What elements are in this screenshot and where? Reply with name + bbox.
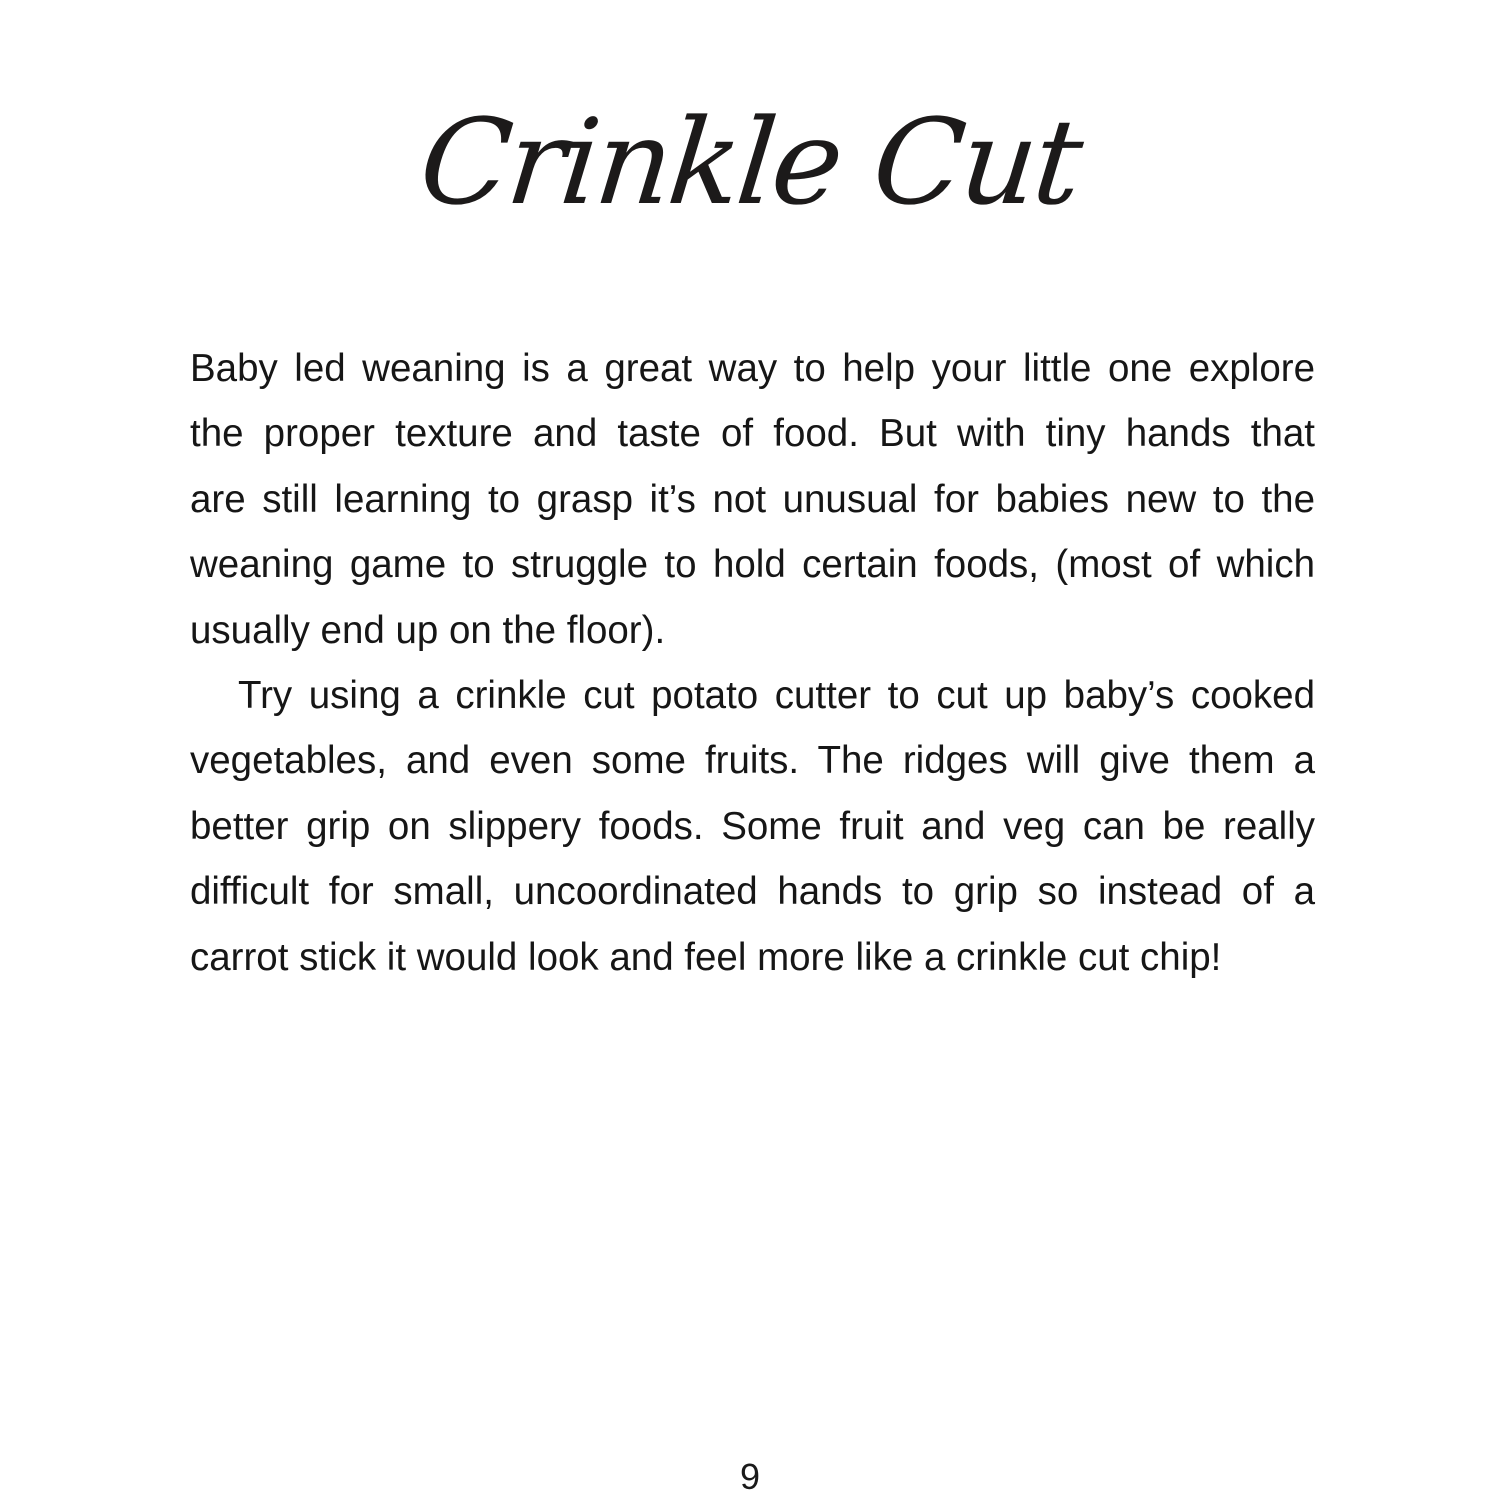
text-line: difficult for small, uncoordinated hands to grip so instead of a xyxy=(190,870,1315,914)
text-line: the proper texture and taste of food. But with tiny hands that xyxy=(190,412,1315,456)
text-line: better grip on slippery foods. Some fruit and veg can be really xyxy=(190,804,1315,848)
text-line: usually end up on the floor). xyxy=(190,608,666,652)
text-line: weaning game to struggle to hold certain foods, (most of which xyxy=(190,543,1315,587)
text-line: Baby led weaning is a great way to help your little one explore xyxy=(190,347,1315,390)
paragraph-1 xyxy=(190,336,1315,663)
text-line: are still learning to grasp it’s not unusual for babies new to the xyxy=(190,477,1315,521)
page-title: Crinkle Cut xyxy=(413,93,1087,232)
text-line: vegetables, and even some fruits. The ridges will give them a xyxy=(190,739,1315,783)
paragraph-2 xyxy=(190,663,1315,990)
text-line: carrot stick it would look and feel more like a crinkle cut chip! xyxy=(190,935,1222,979)
body-text xyxy=(190,336,1315,990)
text-line: Try using a crinkle cut potato cutter to cut up baby’s cooked xyxy=(238,673,1315,717)
page-number: 9 xyxy=(739,1456,761,1497)
